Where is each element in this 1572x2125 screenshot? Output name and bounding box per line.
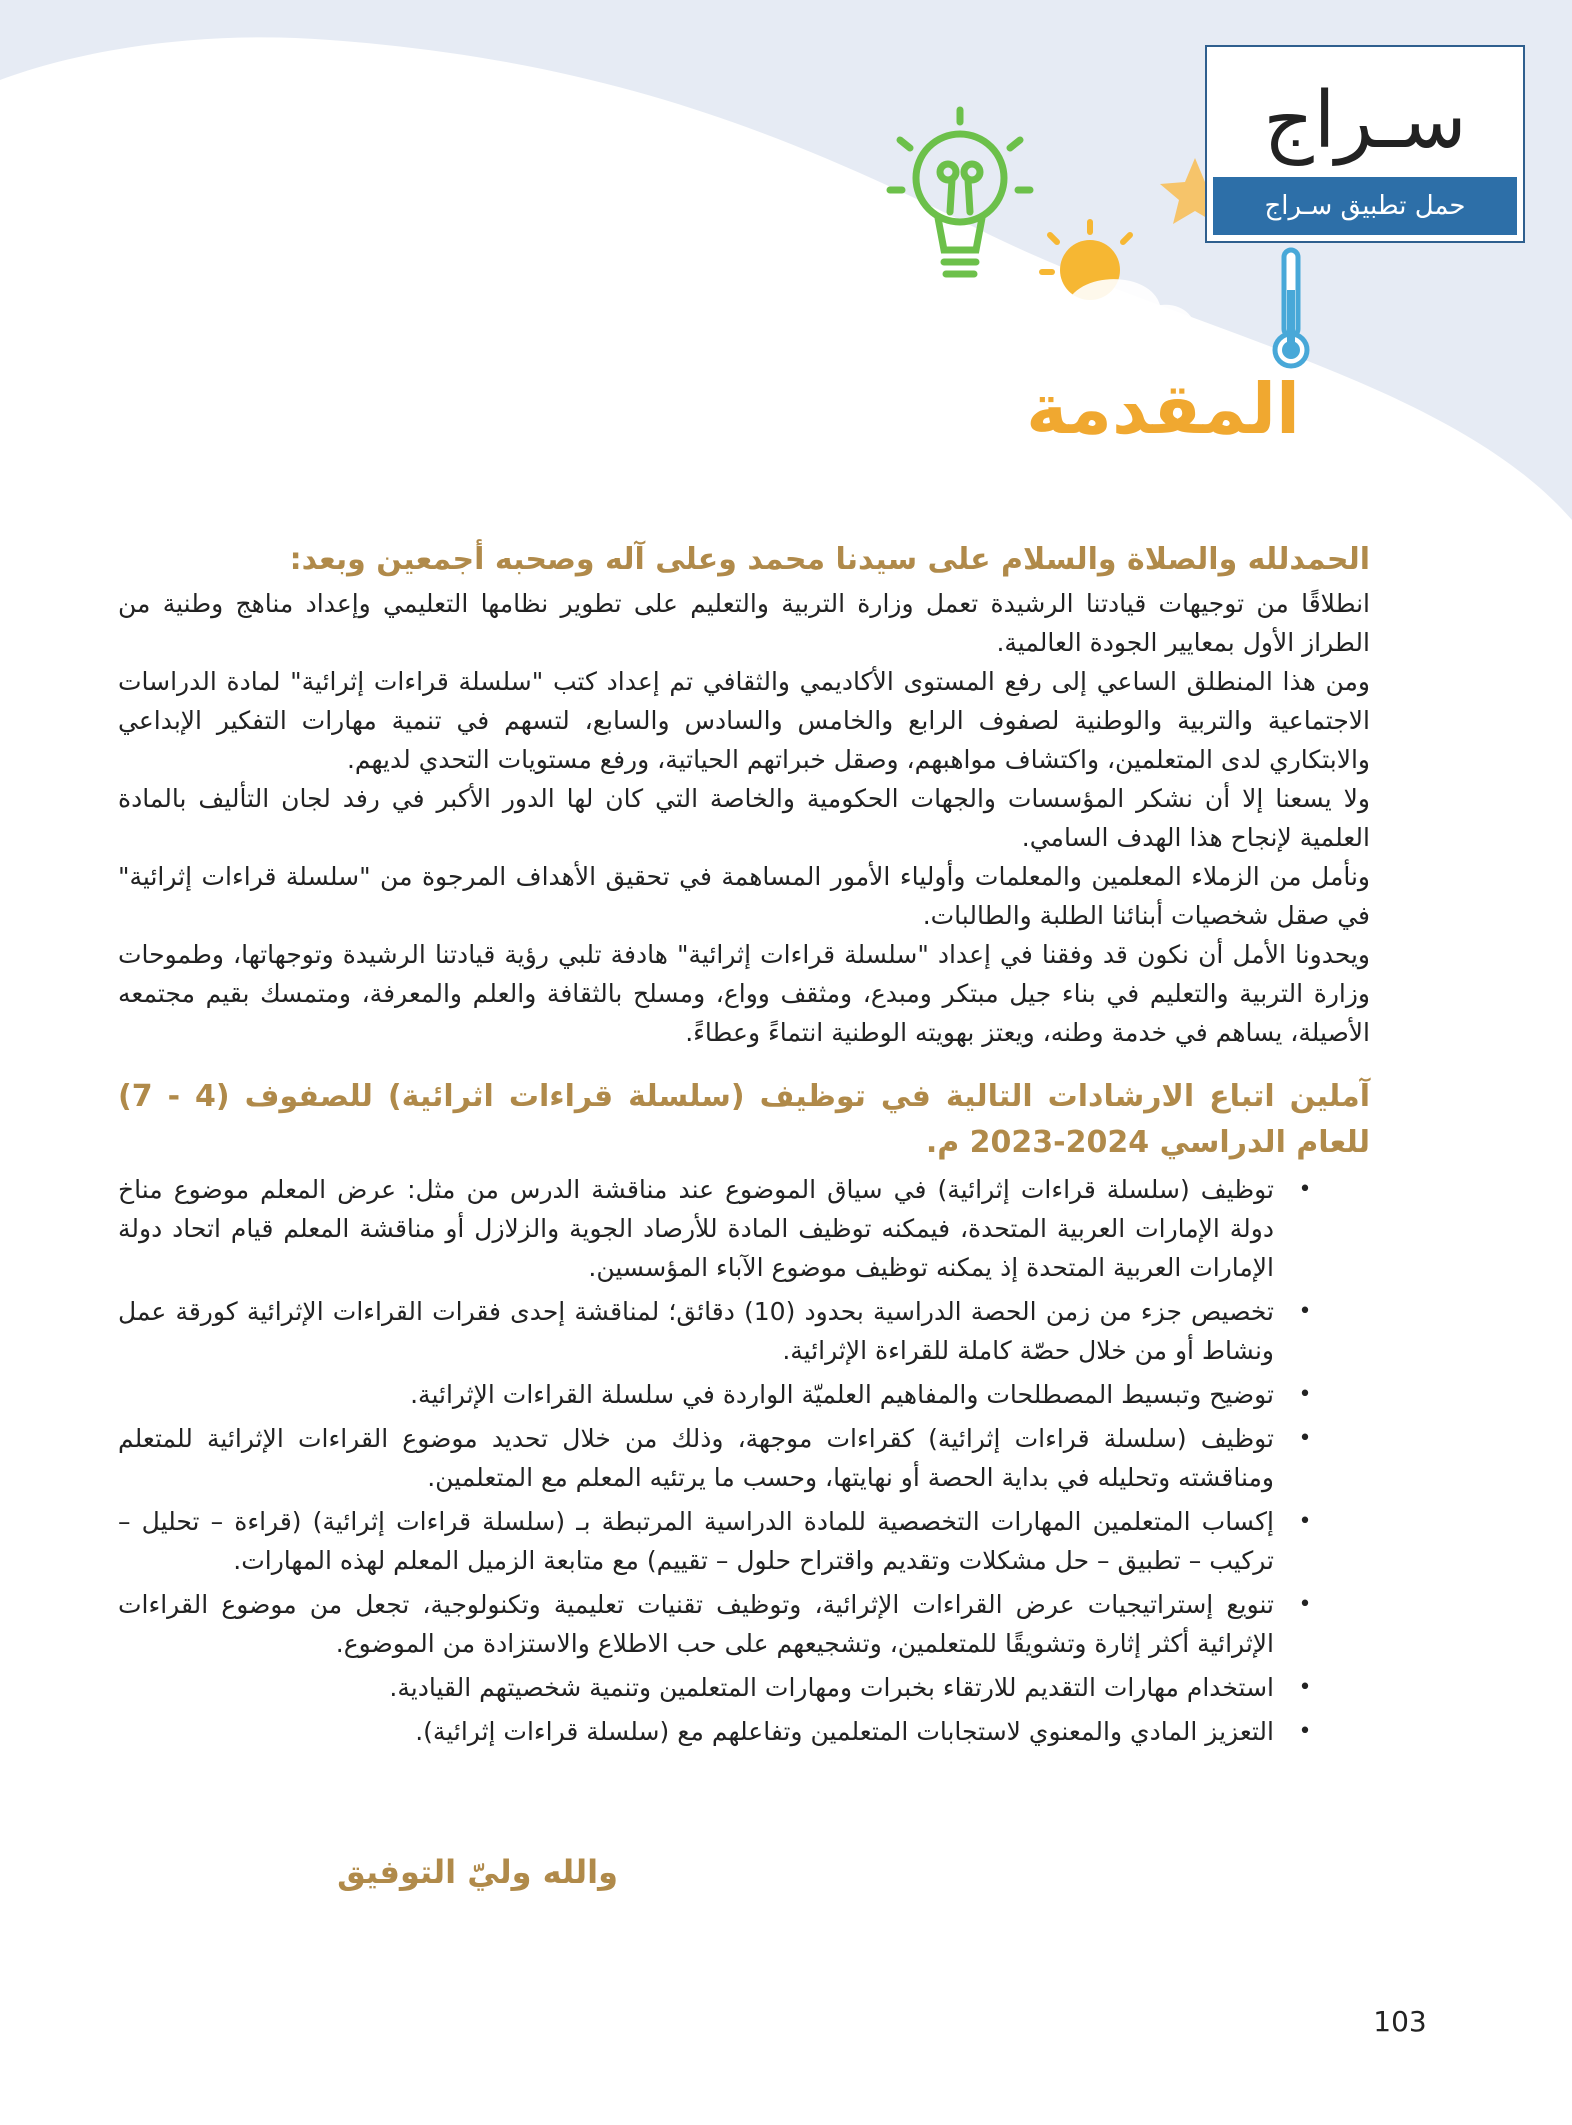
list-item: [118, 1170, 1320, 1287]
list-item: [118, 1502, 1320, 1580]
list-item-text: توضيح وتبسيط المصطلحات والمفاهيم العلميّة الواردة في سلسلة القراءات الإثرائية.: [410, 1380, 1274, 1409]
guidelines-heading: آملين اتباع الارشادات التالية في توظيف (سلسلة قراءات اثرائية) للصفوف (4 - 7) للعام الدراسي 2024-2023 م.: [118, 1079, 1370, 1160]
logo-tagline: حمل تطبيق سـراج: [1213, 177, 1517, 235]
page-title: المقدمة: [1026, 368, 1300, 450]
list-item-text: إكساب المتعلمين المهارات التخصصية للمادة الدراسية المرتبطة بـ (سلسلة قراءات إثرائية) (قراءة – تحليل – تركيب – تطبيق – حل مشكلات وتقديم واقتراح حلول – تقييم) مع متابعة الزميل المعلم لهذه المهارات.: [118, 1507, 1274, 1575]
bullet-icon: •: [1298, 1177, 1312, 1202]
list-item-text: توظيف (سلسلة قراءات إثرائية) في سياق الموضوع عند مناقشة الدرس من مثل: عرض المعلم موضوع مناخ دولة الإمارات العربية المتحدة، فيمكنه توظيف المادة للأرصاد الجوية والزلازل أو مناقشة المعلم قيام اتحاد دولة الإمارات العربية المتحدة إذ يمكنه توظيف موضوع الآباء المؤسسين.: [118, 1175, 1274, 1282]
list-item: [118, 1668, 1320, 1707]
bullet-icon: •: [1298, 1592, 1312, 1617]
list-item-text: توظيف (سلسلة قراءات إثرائية) كقراءات موجهة، وذلك من خلال تحديد موضوع القراءات الإثرائية للمتعلم ومناقشته وتحليله في بداية الحصة أو نهايتها، وحسب ما يرتئيه المعلم مع المتعلمين.: [118, 1424, 1274, 1492]
guidelines-list: [118, 1170, 1320, 1751]
list-item: [118, 1292, 1320, 1370]
intro-paragraph: ويحدونا الأمل أن نكون قد وفقنا في إعداد "سلسلة قراءات إثرائية" هادفة تلبي رؤية قيادتنا الرشيدة وتوجهاتها، وطموحات وزارة التربية والتعليم في بناء جيل مبتكر ومبدع، ومثقف وواع، ومسلح بالثقافة والعلم والمعرفة، ومتمسك بقيم مجتمعه الأصيلة، يساهم في خدمة وطنه، ويعتز بهويته الوطنية انتماءً وعطاءً.: [118, 940, 1370, 1047]
intro-heading: الحمدلله والصلاة والسلام على سيدنا محمد وعلى آله وصحبه أجمعين وبعد:: [289, 542, 1370, 577]
logo-word: سـراج: [1263, 76, 1467, 166]
main-content: [118, 540, 1370, 1756]
intro-paragraph: ونأمل من الزملاء المعلمين والمعلمات وأولياء الأمور المساهمة في تحقيق الأهداف المرجوة من "سلسلة قراءات إثرائية" في صقل شخصيات أبنائنا الطلبة والطالبات.: [118, 862, 1370, 930]
list-item-text: استخدام مهارات التقديم للارتقاء بخبرات ومهارات المتعلمين وتنمية شخصيتهم القيادية.: [389, 1673, 1274, 1702]
bullet-icon: •: [1298, 1382, 1312, 1407]
list-item-text: تنويع إستراتيجيات عرض القراءات الإثرائية، وتوظيف تقنيات تعليمية وتكنولوجية، تجعل من موضوع القراءات الإثرائية أكثر إثارة وتشويقًا للمتعلمين، وتشجيعهم على حب الاطلاع والاستزادة من الموضوع.: [118, 1590, 1274, 1658]
page-number: 103: [1373, 2005, 1427, 2038]
sun-cloud-icon: [1031, 222, 1197, 360]
bullet-icon: •: [1298, 1509, 1312, 1534]
list-item: [118, 1375, 1320, 1414]
list-item: [118, 1712, 1320, 1751]
lightbulb-icon: [890, 110, 1030, 274]
intro-paragraph: ومن هذا المنطلق الساعي إلى رفع المستوى الأكاديمي والثقافي تم إعداد كتب "سلسلة قراءات إثرائية" لمادة الدراسات الاجتماعية والتربية والوطنية لصفوف الرابع والخامس والسادس والسابع، لتسهم في تنمية مهارات التفكير الإبداعي والابتكاري لدى المتعلمين، واكتشاف مواهبهم، وصقل خبراتهم الحياتية، ورفع مستويات التحدي لديهم.: [118, 667, 1370, 774]
closing-text: والله وليّ التوفيق: [337, 1853, 618, 1891]
bullet-icon: •: [1298, 1675, 1312, 1700]
list-item-text: تخصيص جزء من زمن الحصة الدراسية بحدود (10) دقائق؛ لمناقشة إحدى فقرات القراءات الإثرائية كورقة عمل ونشاط أو من خلال حصّة كاملة للقراءة الإثرائية.: [118, 1297, 1274, 1365]
intro-paragraph: انطلاقًا من توجيهات قيادتنا الرشيدة تعمل وزارة التربية والتعليم على تطوير نظامها التعليمي وإعداد مناهج وطنية من الطراز الأول بمعايير الجودة العالمية.: [118, 589, 1370, 657]
thermometer-icon: [1275, 250, 1307, 366]
bullet-icon: •: [1298, 1426, 1312, 1451]
list-item: [118, 1419, 1320, 1497]
list-item-text: التعزيز المادي والمعنوي لاستجابات المتعلمين وتفاعلهم مع (سلسلة قراءات إثرائية).: [415, 1717, 1274, 1746]
bullet-icon: •: [1298, 1719, 1312, 1744]
list-item: [118, 1585, 1320, 1663]
bullet-icon: •: [1298, 1299, 1312, 1324]
siraj-logo[interactable]: [1205, 45, 1525, 243]
intro-paragraph: ولا يسعنا إلا أن نشكر المؤسسات والجهات الحكومية والخاصة التي كان لها الدور الأكبر في رفد لجان التأليف بالمادة العلمية لإنجاح هذا الهدف السامي.: [118, 784, 1370, 852]
